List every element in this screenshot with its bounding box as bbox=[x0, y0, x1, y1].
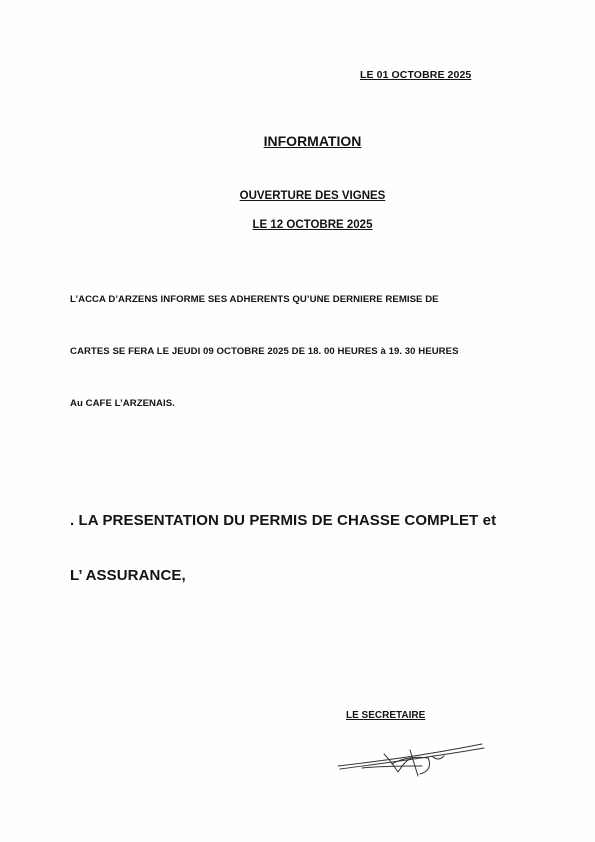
body-line-3: Au CAFE L’ARZENAIS. bbox=[70, 398, 175, 409]
signature-icon bbox=[332, 736, 492, 786]
body-line-1: L’ACCA D’ARZENS INFORME SES ADHERENTS QU’UNE DERNIERE REMISE DE bbox=[70, 294, 439, 305]
signatory-label: LE SECRETAIRE bbox=[346, 710, 426, 721]
requirement-line-2: L’ ASSURANCE, bbox=[70, 567, 186, 584]
date-line: LE 01 OCTOBRE 2025 bbox=[360, 69, 472, 81]
subtitle-date: LE 12 OCTOBRE 2025 bbox=[252, 219, 373, 231]
body-line-2: CARTES SE FERA LE JEUDI 09 OCTOBRE 2025 DE 18. 00 HEURES à 19. 30 HEURES bbox=[70, 346, 459, 357]
requirement-line-1: . LA PRESENTATION DU PERMIS DE CHASSE COMPLET et bbox=[70, 512, 497, 529]
document-title: INFORMATION bbox=[263, 133, 362, 149]
subtitle-opening: OUVERTURE DES VIGNES bbox=[239, 190, 386, 202]
